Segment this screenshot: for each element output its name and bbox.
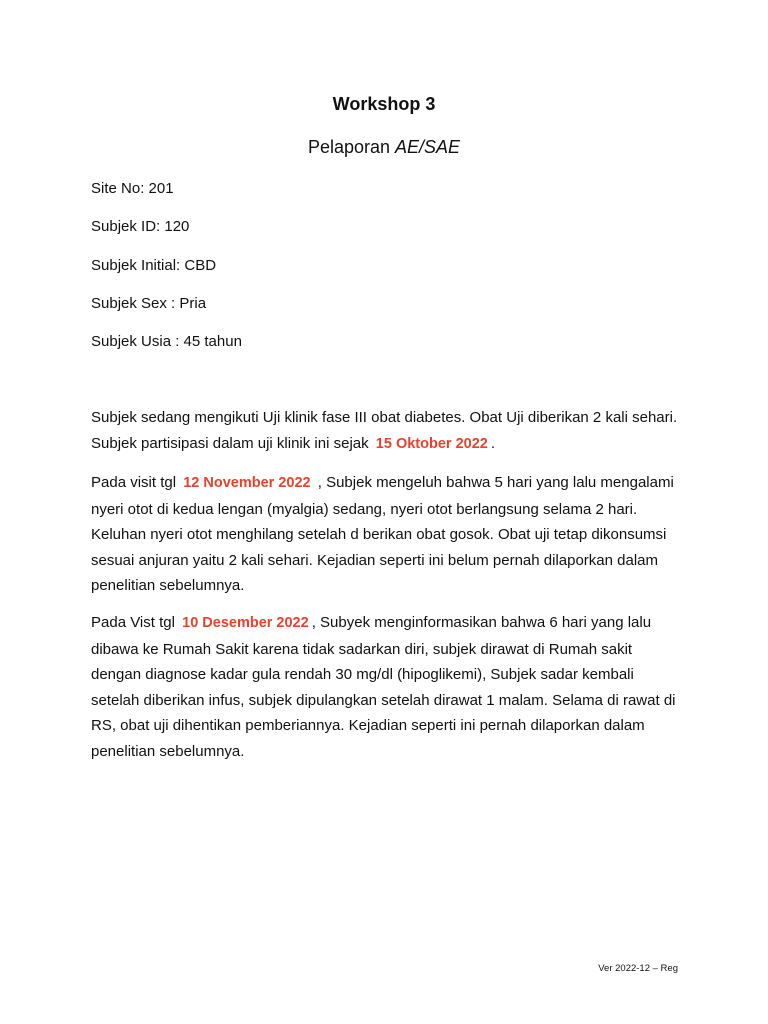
paragraph2-prefix: Pada visit tgl	[91, 474, 177, 491]
paragraph1-suffix: .	[490, 434, 496, 452]
document-subtitle	[0, 137, 768, 158]
start-date: 15 Oktober 2022	[375, 435, 488, 452]
paragraph1-text: Subjek sedang mengikuti Uji klinik fase III obat diabetes. Obat Uji diberikan 2 kali sehari. Subjek partisipasi dalam uji klinik ini sejak	[91, 409, 678, 452]
paragraph-study-info	[91, 405, 681, 457]
subject-id: Subjek ID: 120	[91, 218, 190, 235]
document-title: Workshop 3	[332, 94, 436, 114]
subtitle-prefix: Pelaporan	[307, 137, 396, 157]
paragraph2-text: , Subjek mengeluh bahwa 5 hari yang lalu mengalami nyeri otot di kedua lengan (myalgia) sedang, nyeri otot berlangsung selama 2 hari. Keluhan nyeri otot menghilang setelah d berikan obat gosok. Obat uji tetap dikonsumsi sesuai anjuran yaitu 2 kali sehari. Kejadian seperti ini belum pernah dilaporkan dalam penelitian sebelumnya.	[91, 474, 674, 594]
paragraph3-text: , Subyek menginformasikan bahwa 6 hari yang lalu dibawa ke Rumah Sakit karena tidak sadarkan diri, subjek dirawat di Rumah sakit dengan diagnose kadar gula rendah 30 mg/dl (hipoglikemi), Subjek sadar kembali setelah diberikan infus, subjek dipulangkan setelah dirawat 1 malam. Selama di rawat di RS, obat uji dihentikan pemberiannya. Kejadian seperti ini pernah dilaporkan dalam penelitian sebelumnya.	[91, 614, 676, 760]
subject-initial: Subjek Initial: CBD	[91, 257, 217, 274]
visit-date-november: 12 November 2022	[183, 475, 311, 491]
subject-age: Subjek Usia : 45 tahun	[91, 333, 242, 350]
visit-date-december: 10 Desember 2022	[182, 615, 309, 631]
version-footer: Ver 2022-12 – Reg	[598, 963, 678, 974]
paragraph-visit-november	[91, 470, 681, 599]
paragraph3-prefix: Pada Vist tgl	[91, 614, 175, 631]
subtitle-italic: AE/SAE	[395, 137, 461, 157]
subject-sex: Subjek Sex : Pria	[91, 295, 207, 312]
paragraph-visit-december	[91, 610, 681, 764]
site-number: Site No: 201	[91, 180, 174, 197]
